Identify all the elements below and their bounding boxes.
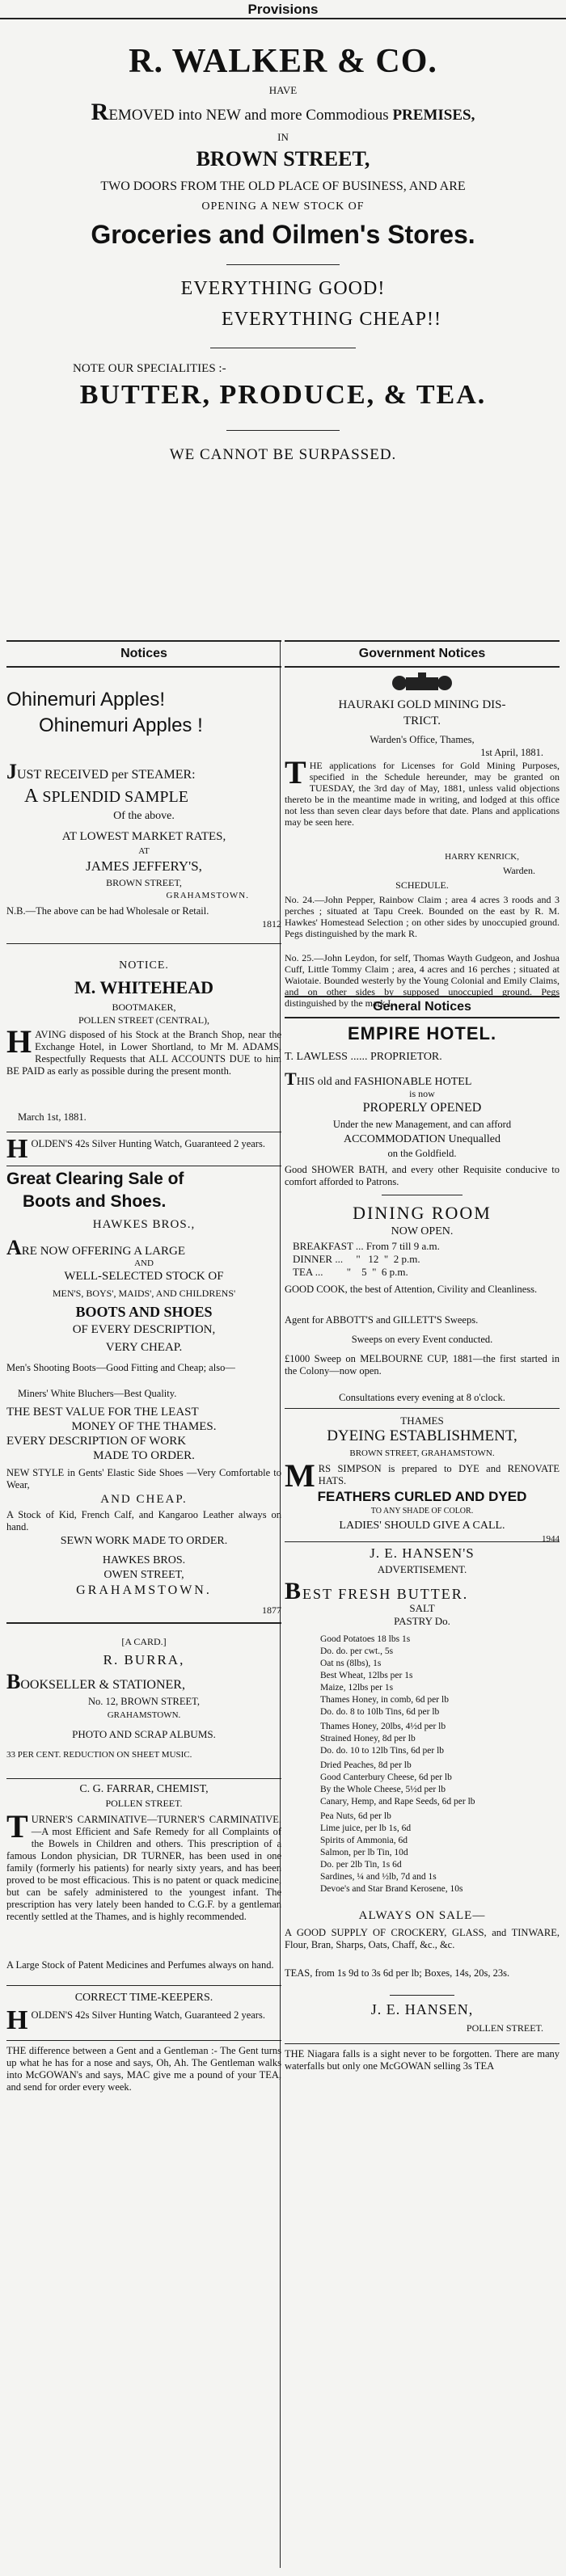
apples-at: AT xyxy=(138,846,150,856)
walker-dropcap: R xyxy=(91,99,109,125)
empire-cook: GOOD COOK, the best of Attention, Civility and Cleanliness. xyxy=(285,1284,538,1295)
gent-text: THE difference between a Gent and a Gentleman :- The Gent turns up what he has for a nose and says, Oh, Ah. The Gentleman walks into McGOWAN's and says, MAC give me a pound of your TEA, and send for order every week. xyxy=(6,2045,281,2093)
divider xyxy=(6,1985,281,1986)
empire-l1 xyxy=(285,1069,560,1090)
hauraki-no24: No. 24.—John Pepper, Rainbow Claim ; area 4 acres 3 roods and 3 perches ; situated at Tapu Creek. Bounded on the east by R. M. Hawkes' Homestead Selection ; on other sides by unoccupied ground. Pegs distinguished by the mark R. xyxy=(285,894,560,939)
apples-nb: N.B.—The above can be had Wholesale or Retail. xyxy=(6,905,209,917)
price-item: Good Potatoes 18 lbs 1s xyxy=(320,1634,411,1644)
clearing-l16: A Stock of Kid, French Calf, and Kangaroo Leather always on hand. xyxy=(6,1509,281,1533)
price-item: Spirits of Ammonia, 6d xyxy=(320,1836,408,1845)
dyeing-addr: BROWN STREET, GRAHAMSTOWN. xyxy=(349,1448,495,1458)
apples-jefferys: JAMES JEFFERY'S, xyxy=(86,858,202,874)
price-item: Devoe's and Star Brand Kerosene, 10s xyxy=(320,1884,463,1894)
empire-open: NOW OPEN. xyxy=(391,1225,454,1237)
apples-town: GRAHAMSTOWN. xyxy=(166,891,249,900)
gent-advert xyxy=(6,2045,281,2110)
section-title: Provisions xyxy=(247,2,319,17)
hansen-best-text: EST FRESH BUTTER. xyxy=(302,1586,469,1602)
hauraki-office: Warden's Office, Thames, xyxy=(370,734,475,745)
clearing-l1-text: RE NOW OFFERING A LARGE xyxy=(21,1245,186,1258)
price-item: Do. do. 10 to 12lb Tins, 6d per lb xyxy=(320,1746,445,1756)
apples-sample-text: SPLENDID SAMPLE xyxy=(42,788,188,806)
timekeepers-text xyxy=(6,2005,281,2035)
empire-l3: PROPERLY OPENED xyxy=(362,1101,482,1115)
apples-street: BROWN STREET, xyxy=(106,877,182,888)
dyeing-body-text: RS SIMPSON is prepared to DYE and RENOVATE HATS. xyxy=(318,1463,560,1486)
hauraki-schedule: SCHEDULE. xyxy=(395,879,449,891)
farrar-stock: A Large Stock of Patent Medicines and Perfumes always on hand. xyxy=(6,1959,274,1971)
walker-have: HAVE xyxy=(268,84,298,96)
niagara-text: THE Niagara falls is a sight never to be forgotten. There are many waterfalls but only one McGOWAN selling 3s TEA xyxy=(285,2048,560,2072)
whitehead-advert xyxy=(6,959,281,1133)
divider xyxy=(6,1778,281,1779)
clearing-l7: VERY CHEAP. xyxy=(105,1341,183,1354)
timekeepers-body: OLDEN'S 42s Silver Hunting Watch, Guaranteed 2 years. xyxy=(31,2009,265,2021)
price-item: Do. per 2lb Tin, 1s 6d xyxy=(320,1860,402,1870)
hansen-always: ALWAYS ON SALE— xyxy=(358,1909,486,1922)
walker-divider-3 xyxy=(226,430,340,431)
empire-sweeps: Sweeps on every Event conducted. xyxy=(351,1334,493,1345)
clearing-l9: Miners' White Bluchers—Best Quality. xyxy=(18,1388,177,1399)
empire-dining: DINING ROOM xyxy=(353,1203,492,1223)
dyeing-advert xyxy=(285,1414,560,1544)
burra-addr: No. 12, BROWN STREET, xyxy=(88,1696,200,1707)
farrar-body-text: URNER'S CARMINATIVE—TURNER'S CARMINATIVE.—A most Efficient and Safe Remedy for all Complaints of the Bowels in Children and others. This prescription of a famous London physician, DR TURNER, has been used in one family (formerly his patients) for nearly sixty years, and has been proved to be most efficacious. This is no patent or quack medicine, but can be safely administered to the youngest infant. The prescription has very lately been handed to C.G.F. by a gentleman recently settled at the Thames, and is highly recommended. xyxy=(6,1814,281,1922)
notices-header xyxy=(6,640,281,668)
walker-name: R. WALKER & CO. xyxy=(129,43,437,80)
empire-l4: Under the new Management, and can afford xyxy=(332,1119,512,1130)
clearing-l20: GRAHAMSTOWN. xyxy=(76,1583,212,1597)
farrar-name: C. G. FARRAR, CHEMIST, xyxy=(79,1783,209,1795)
hansen-name2: J. E. HANSEN, xyxy=(370,2001,474,2017)
empire-l2: is now xyxy=(409,1088,435,1099)
apples-num: 1812 xyxy=(262,918,281,930)
empire-l7: Good SHOWER BATH, and every other Requisite conducive to comfort afforded to Patrons. xyxy=(285,1164,560,1187)
apples-dropcap: J xyxy=(6,760,17,783)
dyeing-thames: THAMES xyxy=(400,1414,444,1427)
empire-l5: ACCOMMODATION Unequalled xyxy=(343,1133,501,1145)
walker-premises: PREMISES, xyxy=(392,107,475,124)
empire-l1-text: HIS old and FASHIONABLE HOTEL xyxy=(296,1076,472,1088)
hauraki-body-text: HE applications for Licenses for Gold Mining Purposes, specified in the Schedule hereunder, may be granted on TUESDAY, the 3rd day of May, 1881, unless valid objections thereto be in the meantime made in writing, and lodged at this office not less than seven clear days before that date. Plans and applications may be seen here. xyxy=(285,760,560,828)
general-notices-header xyxy=(285,996,560,1018)
clearing-l13: MADE TO ORDER. xyxy=(93,1449,195,1462)
niagara-advert xyxy=(285,2048,560,2097)
price-item: Pea Nuts, 6d per lb xyxy=(320,1811,391,1821)
hauraki-date: 1st April, 1881. xyxy=(480,747,543,758)
price-item: By the Whole Cheese, 5½d per lb xyxy=(320,1785,446,1794)
empire-hotel-advert xyxy=(285,1020,560,1473)
hauraki-signer: HARRY KENRICK, xyxy=(445,852,519,862)
clearing-l3: WELL-SELECTED STOCK OF xyxy=(64,1270,224,1283)
apples-advert xyxy=(6,689,281,947)
general-notices-title: General Notices xyxy=(373,1000,471,1014)
clearing-dropcap: A xyxy=(6,1236,22,1259)
hansen-teas: TEAS, from 1s 9d to 3s 6d per lb; Boxes, 14s, 20s, 23s. xyxy=(285,1967,510,1979)
walker-specialities: BUTTER, PRODUCE, & TEA. xyxy=(79,380,487,410)
clearing-l17: SEWN WORK MADE TO ORDER. xyxy=(60,1535,228,1547)
price-item: Oat ns (8lbs), 1s xyxy=(320,1659,382,1668)
burra-dropcap: B xyxy=(6,1670,21,1693)
government-notices-title: Government Notices xyxy=(358,647,486,660)
hansen-title: J. E. HANSEN'S xyxy=(370,1545,475,1561)
walker-in: IN xyxy=(277,131,289,143)
dyeing-title: DYEING ESTABLISHMENT, xyxy=(327,1427,517,1444)
farrar-street: POLLEN STREET. xyxy=(105,1798,183,1809)
apples-sample-cap: A xyxy=(24,786,39,807)
apples-rates: AT LOWEST MARKET RATES, xyxy=(61,830,226,843)
walker-doors: TWO DOORS FROM THE OLD PLACE OF BUSINESS, AND ARE xyxy=(100,179,466,193)
walker-removed-text: EMOVED into NEW and more Commodious xyxy=(108,107,389,124)
burra-name: R. BURRA, xyxy=(103,1652,185,1667)
empire-dropcap: T xyxy=(285,1069,297,1089)
walker-surpassed: WE CANNOT BE SURPASSED. xyxy=(169,446,397,463)
divider xyxy=(285,1408,560,1409)
clearing-l19: OWEN STREET, xyxy=(103,1569,184,1581)
price-item: Maize, 12lbs per 1s xyxy=(320,1683,394,1693)
government-notices-header xyxy=(285,640,560,668)
hauraki-role: Warden. xyxy=(502,865,535,876)
clearing-l8: Men's Shooting Boots—Good Fitting and Cheap; also— xyxy=(6,1362,235,1373)
clearing-sale-advert xyxy=(6,1170,281,1622)
divider xyxy=(285,2043,560,2044)
price-item: Salmon, per lb Tin, 10d xyxy=(320,1848,408,1857)
dyeing-num: 1944 xyxy=(542,1534,560,1544)
timekeepers-advert xyxy=(6,1992,281,2040)
whitehead-dropcap: H xyxy=(6,1023,32,1060)
clearing-l6: OF EVERY DESCRIPTION, xyxy=(72,1323,216,1336)
price-item: Thames Honey, in comb, 6d per lb xyxy=(320,1695,449,1705)
apples-line2: Ohinemuri Apples ! xyxy=(39,715,203,736)
whitehead-notice: NOTICE. xyxy=(119,959,169,972)
clearing-l4: MEN'S, BOYS', MAIDS', AND CHILDRENS' xyxy=(52,1288,236,1299)
notices-title: Notices xyxy=(120,647,167,660)
hansen-price-list xyxy=(320,1634,560,1901)
dyeing-shade: TO ANY SHADE OF COLOR. xyxy=(370,1507,474,1516)
price-item: Dried Peaches, 8d per lb xyxy=(320,1760,412,1770)
timekeepers-title: CORRECT TIME-KEEPERS. xyxy=(74,1992,213,2004)
section-header xyxy=(0,0,566,19)
empire-tea: TEA ... " 5 " 6 p.m. xyxy=(293,1266,408,1278)
apples-of-above: Of the above. xyxy=(113,810,175,822)
price-item: Canary, Hemp, and Rape Seeds, 6d per lb xyxy=(320,1797,475,1807)
empire-breakfast: BREAKFAST ... From 7 till 9 a.m. xyxy=(293,1240,440,1252)
hansen-salt: SALT xyxy=(409,1602,435,1614)
empire-agent: Agent for ABBOTT'S and GILLETT'S Sweeps. xyxy=(285,1314,479,1326)
walker-advert xyxy=(0,18,566,640)
burra-trade-text: OOKSELLER & STATIONER, xyxy=(20,1678,185,1692)
holden-body: OLDEN'S 42s Silver Hunting Watch, Guaranteed 2 years. xyxy=(31,1138,265,1149)
hauraki-title1: HAURAKI GOLD MINING DIS- xyxy=(338,698,506,711)
dyeing-ladies: LADIES' SHOULD GIVE A CALL. xyxy=(339,1520,505,1532)
whitehead-body xyxy=(6,1023,281,1077)
hansen-adv: ADVERTISEMENT. xyxy=(377,1563,467,1575)
timekeepers-dropcap: H xyxy=(6,2005,28,2035)
empire-title: EMPIRE HOTEL. xyxy=(347,1023,497,1043)
clearing-l14: NEW STYLE in Gents' Elastic Side Shoes —Very Comfortable to Wear, xyxy=(6,1467,281,1490)
apples-line1: Ohinemuri Apples! xyxy=(6,689,166,710)
price-item: Do. do. 8 to 10lb Tins, 6d per lb xyxy=(320,1707,440,1717)
dyeing-dropcap: M xyxy=(285,1457,315,1494)
price-item: Best Wheat, 12lbs per 1s xyxy=(320,1671,413,1680)
hansen-dropcap: B xyxy=(285,1578,303,1604)
hansen-advert xyxy=(285,1545,560,2063)
empire-owner: T. LAWLESS ...... PROPRIETOR. xyxy=(285,1051,442,1063)
walker-note: NOTE OUR SPECIALITIES :- xyxy=(73,362,226,375)
farrar-dropcap: T xyxy=(6,1808,28,1845)
whitehead-date: March 1st, 1881. xyxy=(18,1111,87,1123)
clearing-l5: BOOTS AND SHOES xyxy=(75,1304,213,1320)
dyeing-feathers: FEATHERS CURLED AND DYED xyxy=(317,1489,527,1504)
hauraki-body xyxy=(285,754,560,828)
price-item: Do. do. per cwt., 5s xyxy=(320,1646,394,1656)
hauraki-title2: TRICT. xyxy=(403,715,441,727)
divider xyxy=(285,1541,560,1542)
whitehead-trade: BOOTMAKER, xyxy=(112,1001,176,1013)
walker-opening: OPENING A NEW STOCK OF xyxy=(201,200,365,213)
holden-text xyxy=(6,1134,281,1164)
hauraki-notice xyxy=(285,672,560,1020)
hansen-street: POLLEN STREET. xyxy=(466,2022,543,2034)
divider xyxy=(6,1622,281,1624)
apples-received xyxy=(6,760,281,784)
hansen-stock: A GOOD SUPPLY OF CROCKERY, GLASS, and TINWARE, Flour, Bran, Sharps, Oats, Chaff, &c., &c. xyxy=(285,1927,560,1950)
empire-dinner: DINNER ... " 12 " 2 p.m. xyxy=(293,1253,420,1265)
walker-good: EVERYTHING GOOD! xyxy=(180,278,386,299)
walker-divider xyxy=(226,264,340,265)
clearing-title2: Boots and Shoes. xyxy=(23,1192,167,1211)
clearing-num: 1877 xyxy=(262,1604,281,1616)
holden-dropcap: H xyxy=(6,1134,28,1164)
divider xyxy=(6,2040,281,2041)
burra-albums: PHOTO AND SCRAP ALBUMS. xyxy=(72,1728,216,1740)
divider xyxy=(390,1995,454,1996)
hansen-pastry: PASTRY Do. xyxy=(394,1615,450,1627)
walker-cheap: EVERYTHING CHEAP!! xyxy=(222,309,441,330)
divider xyxy=(6,943,281,944)
hansen-best xyxy=(285,1578,560,1605)
clearing-l1 xyxy=(6,1236,281,1260)
price-item: Good Canterbury Cheese, 6d per lb xyxy=(320,1773,452,1782)
empire-consult: Consultations every evening at 8 o'clock. xyxy=(339,1392,505,1403)
empire-l6: on the Goldfield. xyxy=(387,1148,457,1159)
clearing-l12: EVERY DESCRIPTION OF WORK xyxy=(6,1435,187,1448)
whitehead-body-text: AVING disposed of his Stock at the Branch Shop, near the Exchange Hotel, in Lower Shortland, to Mr M. ADAMS, Respectfully Requests that ALL ACCOUNTS DUE to him BE PAID as early as possible during the present month. xyxy=(6,1029,281,1077)
price-item: Strained Honey, 8d per lb xyxy=(320,1734,416,1743)
clearing-l2: AND xyxy=(134,1258,154,1268)
royal-crest-icon xyxy=(382,672,463,694)
clearing-l18: HAWKES BROS. xyxy=(102,1554,186,1566)
clearing-l10: THE BEST VALUE FOR THE LEAST xyxy=(6,1406,199,1419)
burra-town: GRAHAMSTOWN. xyxy=(107,1710,181,1720)
hauraki-no25: No. 25.—John Leydon, for self, Thomas Wayth Gudgeon, and Joshua Cuff, Little Tommy Claim ; area, 4 acres and 16 perches ; situated at Waiotaie. Bounded westerly by the Young Colonial and Emily Claims, and on other sides by supposed unoccupied ground. Pegs distinguished by the mark L. xyxy=(285,952,560,1009)
burra-advert xyxy=(6,1636,281,1777)
price-item: Lime juice, per lb 1s, 6d xyxy=(320,1823,412,1833)
price-item: Thames Honey, 20lbs, 4½d per lb xyxy=(320,1722,446,1731)
clearing-firm: HAWKES BROS., xyxy=(92,1218,196,1231)
apples-sample xyxy=(6,786,299,807)
dyeing-body xyxy=(285,1457,560,1494)
walker-street: BROWN STREET, xyxy=(196,147,370,171)
burra-card: [A CARD.] xyxy=(121,1636,167,1647)
apples-received-text: UST RECEIVED per STEAMER: xyxy=(17,768,196,782)
clearing-title1: Great Clearing Sale of xyxy=(6,1170,184,1188)
whitehead-street: POLLEN STREET (CENTRAL), xyxy=(78,1014,210,1026)
burra-music: 33 PER CENT. REDUCTION ON SHEET MUSIC. xyxy=(6,1750,192,1760)
walker-groceries: Groceries and Oilmen's Stores. xyxy=(91,220,475,249)
empire-cup: £1000 Sweep on MELBOURNE CUP, 1881—the first started in the Colony—now open. xyxy=(285,1353,560,1377)
clearing-l15: AND CHEAP. xyxy=(100,1493,188,1506)
farrar-body xyxy=(6,1808,281,1923)
walker-removed xyxy=(0,99,566,126)
clearing-l11: MONEY OF THE THAMES. xyxy=(71,1420,217,1433)
price-item: Sardines, ¼ and ½lb, 7d and 1s xyxy=(320,1872,437,1882)
hauraki-dropcap: T xyxy=(285,754,306,791)
whitehead-name: M. WHITEHEAD xyxy=(74,977,213,997)
burra-trade xyxy=(6,1670,281,1694)
